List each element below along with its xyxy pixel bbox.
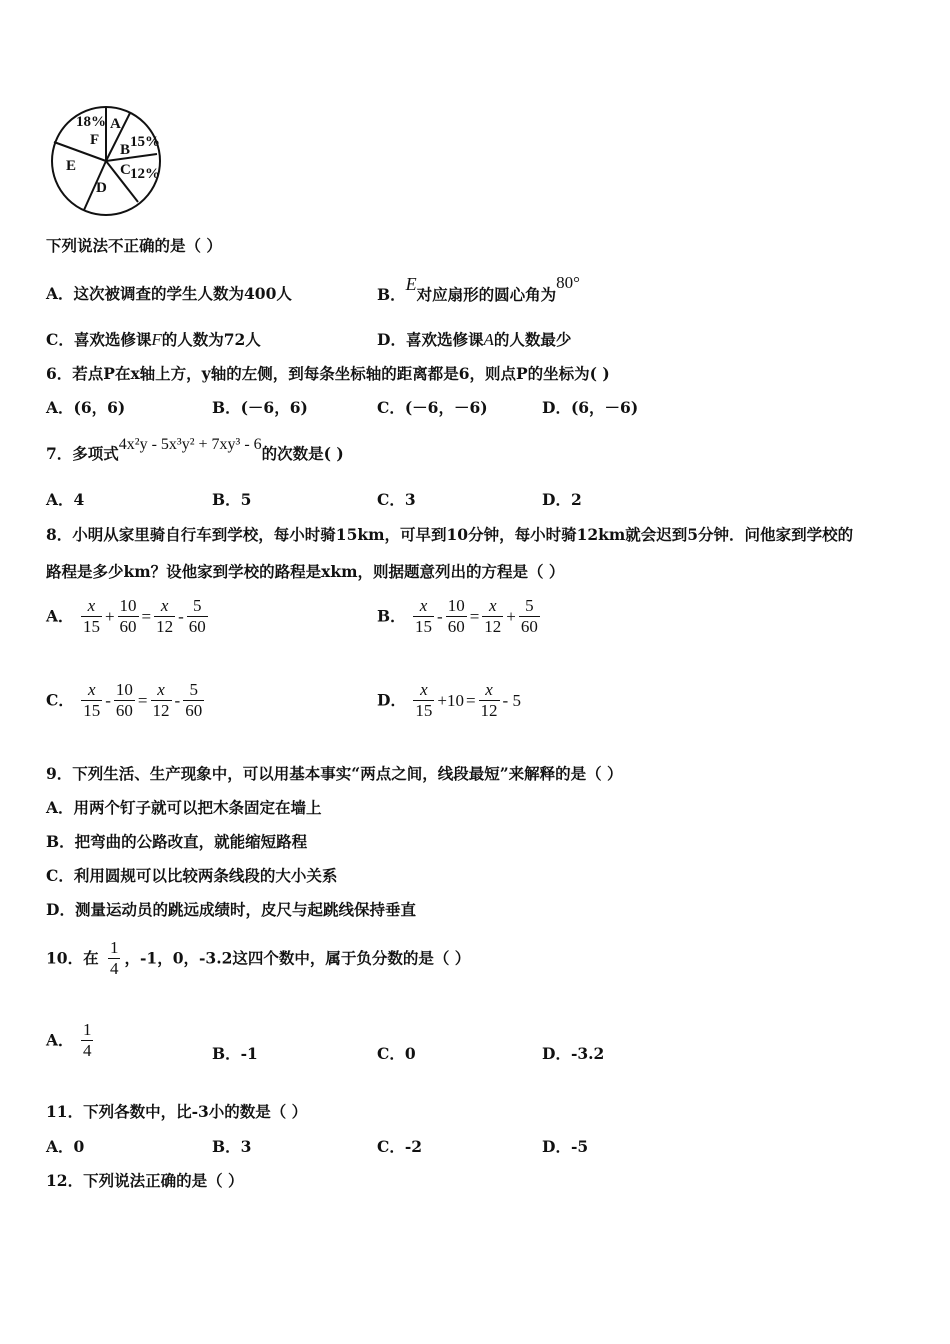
op: +10 xyxy=(437,690,464,710)
q5-option-c xyxy=(46,330,261,350)
frac-num: 10 xyxy=(447,596,465,615)
q10-option-a xyxy=(46,1020,95,1061)
frac-den: 4 xyxy=(109,959,119,978)
pie-chart xyxy=(46,104,170,218)
q8-c-label: C． xyxy=(46,690,74,710)
q6-option-a: A．(6，6) xyxy=(46,398,126,417)
fraction xyxy=(413,596,434,637)
fraction xyxy=(183,680,204,721)
fraction xyxy=(81,596,102,637)
op: - xyxy=(174,690,181,710)
q10-post: ，-1，0，-3.2这四个数中，属于负分数的是（ ） xyxy=(124,948,471,968)
q9-option-c: C．利用圆规可以比较两条线段的大小关系 xyxy=(46,866,338,885)
q5-stem: 下列说法不正确的是（ ） xyxy=(46,236,222,255)
frac-den: 60 xyxy=(119,617,137,636)
op: - xyxy=(437,606,443,626)
q8-a-label: A． xyxy=(46,606,74,626)
frac-num: 10 xyxy=(115,680,133,699)
frac-den: 15 xyxy=(415,617,433,636)
q8-stem-line1: 8．小明从家里骑自行车到学校，每小时骑15km，可早到10分钟，每小时骑12km就会迟到5分钟．问他家到学校的 xyxy=(46,525,854,544)
q8-option-c xyxy=(46,680,206,721)
q5-option-a: A．这次被调查的学生人数为400人 xyxy=(46,284,292,303)
fraction xyxy=(114,680,135,721)
pie-label-d: D xyxy=(96,180,107,196)
q6-stem: 6．若点P在x轴上方，y轴的左侧，到每条坐标轴的距离都是6，则点P的坐标为( ) xyxy=(46,364,610,383)
frac-num: 5 xyxy=(519,596,540,617)
pie-divider xyxy=(106,154,157,161)
frac-den: 12 xyxy=(156,617,174,636)
fraction xyxy=(413,680,434,721)
op: = xyxy=(137,690,148,710)
frac-den: 60 xyxy=(185,701,203,720)
fraction xyxy=(108,938,121,979)
fraction xyxy=(151,680,172,721)
frac-num: x xyxy=(413,596,434,617)
pie-label-e: E xyxy=(66,158,77,174)
frac-num: x xyxy=(413,680,434,701)
frac-den: 4 xyxy=(82,1041,92,1060)
q6-option-c: C．(－6，－6) xyxy=(377,398,488,417)
frac-den: 15 xyxy=(83,701,101,720)
frac-num: x xyxy=(81,596,102,617)
frac-den: 60 xyxy=(188,617,206,636)
q7-option-a: A．4 xyxy=(46,490,85,509)
frac-num: x xyxy=(151,680,172,701)
fraction xyxy=(446,596,467,637)
q7-option-b: B．5 xyxy=(212,490,252,509)
q8-d-label: D． xyxy=(377,690,406,710)
q8-option-d xyxy=(377,680,522,721)
frac-num: 5 xyxy=(187,596,208,617)
q5-option-d-var: A xyxy=(483,330,494,349)
pie-label-c-pct: 12% xyxy=(130,166,160,182)
q5-option-d xyxy=(377,330,571,350)
q10-option-c: C．0 xyxy=(377,1044,416,1063)
op: = xyxy=(465,690,476,710)
q7-stem xyxy=(46,436,344,465)
pie-label-b-pct: 15% xyxy=(130,134,160,150)
q5-option-c-post: 的人数为72人 xyxy=(161,330,261,349)
q8-option-a xyxy=(46,596,210,637)
op: = xyxy=(469,606,480,626)
q9-option-a: A．用两个钉子就可以把木条固定在墙上 xyxy=(46,798,322,817)
pie-label-b: B xyxy=(120,142,131,158)
q9-option-d: D．测量运动员的跳远成绩时，皮尺与起跳线保持垂直 xyxy=(46,900,416,919)
q6-option-b: B．(－6，6) xyxy=(212,398,308,417)
pie-label-c: C xyxy=(120,162,131,178)
fraction xyxy=(519,596,540,637)
q9-option-b: B．把弯曲的公路改直，就能缩短路程 xyxy=(46,832,308,851)
frac-den: 12 xyxy=(152,701,170,720)
frac-den: 12 xyxy=(484,617,502,636)
q5-option-b-label: B． xyxy=(377,285,406,304)
q7-polynomial: 4x²y - 5x³y² + 7xy³ - 6 xyxy=(118,436,262,453)
pie-label-f: F xyxy=(90,132,100,148)
q10-stem xyxy=(46,938,470,979)
pie-label-f-pct: 18% xyxy=(76,114,106,130)
q5-option-d-post: 的人数最少 xyxy=(493,330,572,349)
q10-option-b: B．-1 xyxy=(212,1044,258,1063)
q11-option-b: B．3 xyxy=(212,1137,252,1156)
op: + xyxy=(506,606,516,626)
q12-stem: 12．下列说法正确的是（ ） xyxy=(46,1171,244,1190)
frac-num: x xyxy=(154,596,175,617)
q5-option-b xyxy=(377,273,580,305)
q5-option-c-pre: C．喜欢选修课 xyxy=(46,330,152,349)
q8-stem-line2: 路程是多少km？设他家到学校的路程是xkm，则据题意列出的方程是（ ） xyxy=(46,562,565,581)
fraction xyxy=(154,596,175,637)
op: - 5 xyxy=(502,690,521,710)
frac-num: x xyxy=(482,596,503,617)
fraction xyxy=(81,1020,94,1061)
op: - xyxy=(105,690,111,710)
q10-a-label: A． xyxy=(46,1030,74,1050)
q5-option-b-text: 对应扇形的圆心角为 xyxy=(416,285,557,304)
frac-num: 5 xyxy=(183,680,204,701)
frac-num: 1 xyxy=(82,1020,92,1039)
q5-option-b-angle: 80° xyxy=(556,273,580,292)
frac-den: 60 xyxy=(520,617,538,636)
q11-option-c: C．-2 xyxy=(377,1137,423,1156)
q8-b-label: B． xyxy=(377,606,406,626)
q10-option-d: D．-3.2 xyxy=(542,1044,605,1063)
q7-post: 的次数是( ) xyxy=(261,444,344,463)
q11-stem: 11．下列各数中，比-3小的数是（ ） xyxy=(46,1102,308,1121)
q6-option-d: D．(6，－6) xyxy=(542,398,639,417)
frac-den: 15 xyxy=(82,617,100,636)
frac-num: x xyxy=(479,680,500,701)
frac-den: 60 xyxy=(447,617,465,636)
op: - xyxy=(178,606,184,626)
q10-pre: 10．在 xyxy=(46,948,99,968)
frac-num: 10 xyxy=(119,596,137,615)
q11-option-d: D．-5 xyxy=(542,1137,589,1156)
pie-label-a: A xyxy=(110,116,121,132)
q7-pre: 7．多项式 xyxy=(46,444,119,463)
fraction xyxy=(187,596,208,637)
q5-option-b-var: E xyxy=(405,274,417,294)
op: + xyxy=(104,606,115,626)
q7-option-d: D．2 xyxy=(542,490,582,509)
q5-option-c-var: F xyxy=(151,330,162,349)
fraction xyxy=(81,680,102,721)
q8-option-b xyxy=(377,596,542,637)
q7-option-c: C．3 xyxy=(377,490,416,509)
fraction xyxy=(118,596,139,637)
q11-option-a: A．0 xyxy=(46,1137,85,1156)
frac-num: 1 xyxy=(109,938,119,957)
frac-den: 60 xyxy=(115,701,133,720)
op: = xyxy=(141,606,152,626)
frac-den: 12 xyxy=(480,701,498,720)
fraction xyxy=(482,596,503,637)
q5-option-d-pre: D．喜欢选修课 xyxy=(377,330,484,349)
q9-stem: 9．下列生活、生产现象中，可以用基本事实“两点之间，线段最短”来解释的是（ ） xyxy=(46,764,623,783)
frac-num: x xyxy=(81,680,102,701)
fraction xyxy=(479,680,500,721)
frac-den: 15 xyxy=(415,701,433,720)
